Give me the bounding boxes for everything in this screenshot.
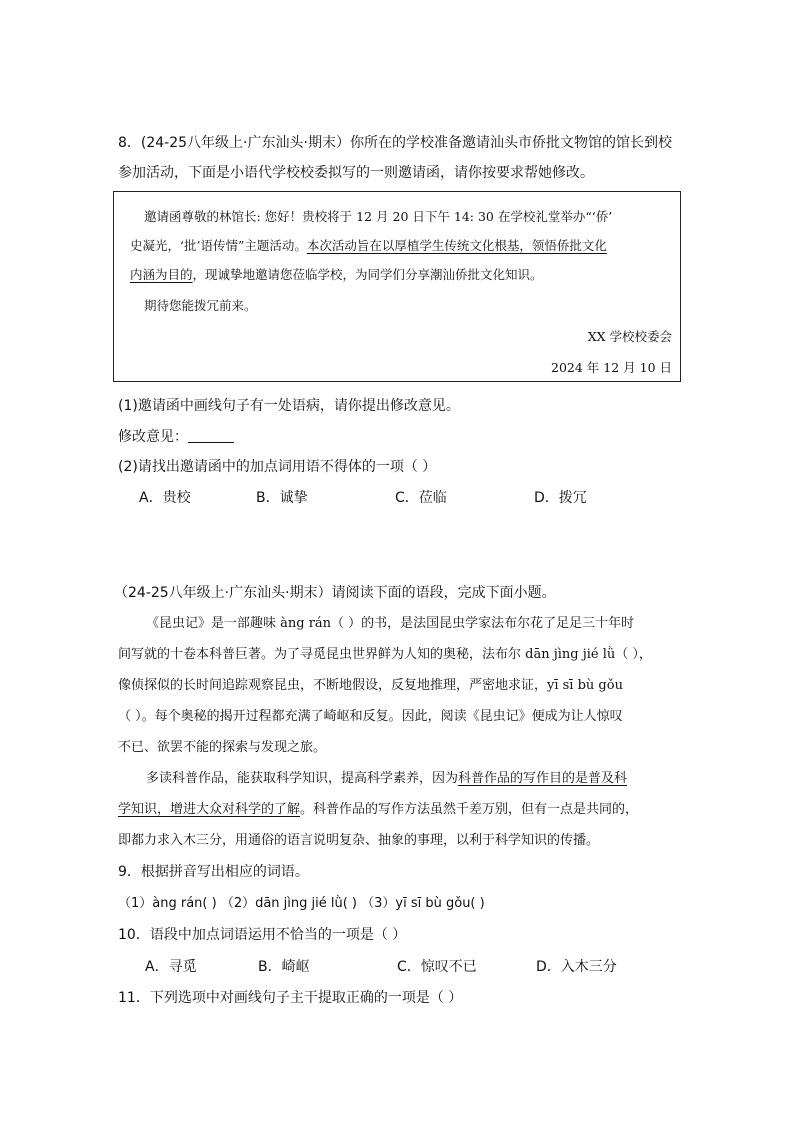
q8-sub1: (1)邀请函中画线句子有一处语病，请你提出修改意见。 xyxy=(118,398,460,414)
letter-line2-text: 史凝光，‘批’语传情”主题活动。 xyxy=(130,238,307,253)
answer-blank[interactable] xyxy=(188,428,234,443)
passage-underlined-part1: 科普作品的写作目的是普及科 xyxy=(458,771,628,786)
passage-underlined-part2: 学知识，增进大众对科学的了解 xyxy=(118,802,301,817)
invitation-letter-box xyxy=(113,191,681,382)
letter-line3-text: ，现诚挚地邀请您莅临学校，为同学们分享潮汕侨批文化知识。 xyxy=(192,267,543,282)
q8-option-c[interactable]: C．莅临 xyxy=(395,490,447,506)
q8-sub1-answer xyxy=(118,427,234,447)
passage-p2-line3: 即都力求入木三分，用通俗的语言说明复杂、抽象的事理，以利于科学知识的传播。 xyxy=(118,833,600,848)
q8-option-d[interactable]: D．拨冗 xyxy=(534,490,587,506)
letter-line2 xyxy=(130,237,607,255)
q9-stem: 9．根据拼音写出相应的词语。 xyxy=(118,864,309,880)
passage-p2-text2: 。科普作品的写作方法虽然千差万别，但有一点是共同的， xyxy=(300,802,639,817)
letter-underlined-sentence-part2: 内涵为目的 xyxy=(130,267,193,282)
passage-intro: （24-25八年级上·广东汕头·期末）请阅读下面的语段，完成下面小题。 xyxy=(114,585,556,601)
passage-p2-line2 xyxy=(118,800,638,820)
q8-option-b[interactable]: B．诚挚 xyxy=(256,490,308,506)
q10-option-c[interactable]: C．惊叹不已 xyxy=(397,959,477,975)
q8-stem-line1: 8．(24-25八年级上·广东汕头·期末）你所在的学校准备邀请汕头市侨批文物馆的馆长到校 xyxy=(118,135,672,151)
passage-p2-line1 xyxy=(146,769,627,789)
q10-stem: 10．语段中加点词语运用不恰当的一项是（ ） xyxy=(118,927,407,943)
q9-items: （1）àng rán( ) （2）dān jìng jié lǜ( ) （3）yī sī bù gǒu( ) xyxy=(118,896,485,911)
passage-p1-line5: 不已、欲罢不能的探索与发现之旅。 xyxy=(118,740,327,755)
letter-line4: 期待您能拨冗前来。 xyxy=(144,298,257,313)
q8-stem-line2: 参加活动，下面是小语代学校校委拟写的一则邀请函，请你按要求帮她修改。 xyxy=(118,165,594,181)
q11-stem: 11．下列选项中对画线句子主干提取正确的一项是（ ） xyxy=(118,990,463,1006)
letter-line1: 邀请函尊敬的林馆长: 您好！贵校将于 12 月 20 日下午 14: 30 在学校礼堂举办“‘侨’ xyxy=(144,209,613,224)
passage-p1-line4: （ ）。每个奥秘的揭开过程都充满了崎岖和反复。因此，阅读《昆虫记》便成为让人惊叹 xyxy=(118,709,623,724)
q8-sub2: (2)请找出邀请函中的加点词用语不得体的一项（ ） xyxy=(118,459,437,475)
passage-p2-text: 多读科普作品，能获取科学知识，提高科学素养，因为 xyxy=(146,771,459,786)
answer-label: 修改意见： xyxy=(118,429,188,445)
q10-option-d[interactable]: D．入木三分 xyxy=(536,959,617,975)
letter-signature: XX 学校校委会 xyxy=(587,329,672,344)
passage-p1-line1: 《昆虫记》是一部趣味 àng rán（ ）的书，是法国昆虫学家法布尔花了足足三十年时 xyxy=(146,616,635,631)
letter-line3 xyxy=(130,266,543,284)
q8-option-a[interactable]: A．贵校 xyxy=(139,490,191,506)
passage-p1-line2: 间写就的十卷本科普巨著。为了寻觅昆虫世界鲜为人知的奥秘，法布尔 dān jìng jié lǜ（ ）， xyxy=(118,647,652,662)
letter-underlined-sentence-part1: 本次活动旨在以厚植学生传统文化根基，领悟侨批文化 xyxy=(306,238,607,253)
letter-date: 2024 年 12 月 10 日 xyxy=(551,360,672,375)
passage-p1-line3: 像侦探似的长时间追踪观察昆虫，不断地假设，反复地推理，严密地求证，yī sī bù gǒu xyxy=(118,678,623,693)
q10-option-b[interactable]: B．崎岖 xyxy=(258,959,310,975)
q10-option-a[interactable]: A．寻觅 xyxy=(145,959,197,975)
